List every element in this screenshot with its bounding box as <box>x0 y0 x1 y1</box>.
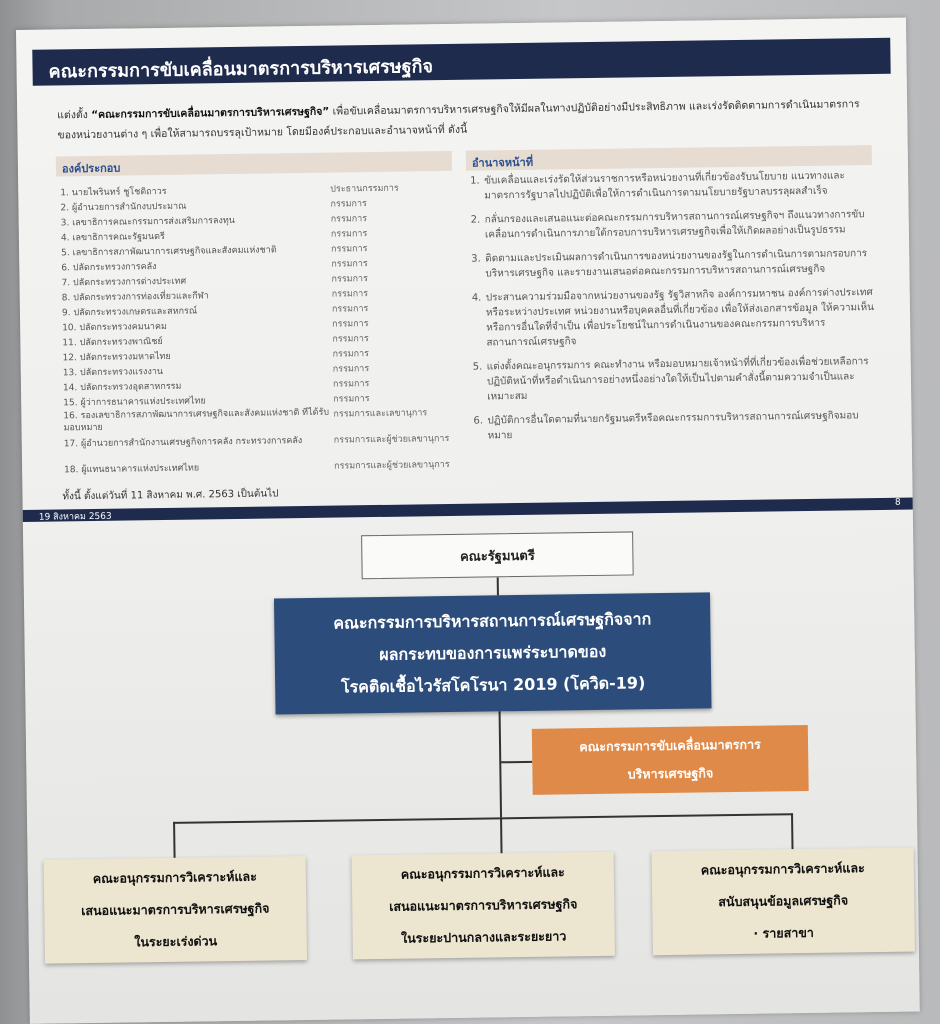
intro-prefix: แต่งตั้ง <box>57 108 92 122</box>
duty-item <box>472 285 877 351</box>
member-role: กรรมการ <box>332 364 370 375</box>
duty-number: 5. <box>472 361 483 373</box>
subcommittee-line: ในระยะปานกลางและระยะยาว <box>400 928 567 946</box>
member-role: กรรมการ <box>331 259 368 270</box>
duty-number: 2. <box>470 214 481 226</box>
footer-page-number: 8 <box>894 497 901 508</box>
page-title: คณะกรรมการขับเคลื่อนมาตรการบริหารเศรษฐกิจ <box>32 38 890 86</box>
member-number: 12. <box>62 353 77 364</box>
cabinet-box <box>361 531 634 579</box>
member-number: 1. <box>60 188 69 199</box>
member-number: 14. <box>62 383 78 394</box>
member-name: ปลัดกระทรวงพาณิชย์ <box>79 336 163 349</box>
connector-main-trunk <box>499 711 502 817</box>
connector-sub2 <box>500 817 503 853</box>
member-role: กรรมการ <box>331 274 368 285</box>
subcommittee-longterm-box <box>352 852 615 960</box>
intro-paragraph <box>57 94 877 145</box>
subcommittee-line: สนับสนุนข้อมูลเศรษฐกิจ <box>718 892 849 910</box>
member-name: ปลัดกระทรวงการท่องเที่ยวและกีฬา <box>73 291 209 304</box>
member-role: กรรมการ <box>330 229 368 240</box>
main-committee-box <box>274 592 712 714</box>
member-name: เลขาธิการคณะกรรมการส่งเสริมการลงทุน <box>72 215 236 229</box>
member-name: เลขาธิการคณะรัฐมนตรี <box>72 231 165 244</box>
driving-committee-line: คณะกรรมการขับเคลื่อนมาตรการ <box>579 736 761 755</box>
member-role: กรรมการ <box>331 289 369 300</box>
member-number: 17. <box>63 439 79 450</box>
composition-heading: องค์ประกอบ <box>56 151 452 177</box>
duty-text: ปฏิบัติการอื่นใดตามที่นายกรัฐมนตรีหรือคณะกรรมการบริหารสถานการณ์เศรษฐกิจมอบหมาย <box>487 410 859 442</box>
member-role: กรรมการ <box>333 394 370 405</box>
main-committee-line: คณะกรรมการบริหารสถานการณ์เศรษฐกิจจาก <box>333 609 652 633</box>
member-number: 2. <box>60 203 70 214</box>
subcommittee-line: ในระยะเร่งด่วน <box>134 933 218 950</box>
member-name: ผู้แทนธนาคารแห่งประเทศไทย <box>81 463 200 476</box>
connector-sub1 <box>173 822 176 858</box>
connector-horizontal <box>173 813 793 824</box>
duty-item <box>473 408 877 444</box>
duties-list <box>470 168 878 453</box>
connector-sub3 <box>791 813 794 849</box>
cabinet-label: คณะรัฐมนตรี <box>459 548 535 565</box>
member-name: ผู้อำนวยการสำนักงบประมาณ <box>71 201 187 214</box>
duty-item <box>471 246 875 282</box>
duty-item <box>473 354 878 405</box>
duty-number: 1. <box>470 175 480 187</box>
member-role: กรรมการและผู้ช่วยเลขานุการ <box>334 459 450 472</box>
subcommittee-line: คณะอนุกรรมการวิเคราะห์และ <box>400 864 565 882</box>
member-name: ปลัดกระทรวงมหาดไทย <box>79 351 171 364</box>
duty-item <box>471 207 875 243</box>
member-role: กรรมการ <box>330 199 367 210</box>
subcommittee-line: เสนอแนะมาตรการบริหารเศรษฐกิจ <box>389 896 578 914</box>
member-name: ปลัดกระทรวงอุตสาหกรรม <box>80 381 182 394</box>
member-role: กรรมการ <box>332 334 369 345</box>
duty-text: ขับเคลื่อนและเร่งรัดให้ส่วนราชการหรือหน่วยงานที่เกี่ยวข้องรับนโยบาย แนวทางและมาตรการรัฐบาลไปปฏิบัติเพื่อให้การดำเนินการตามนโยบายรัฐบาลบรรลุผลสำเร็จ <box>484 170 845 202</box>
member-number: 13. <box>62 368 78 379</box>
effective-date-text: ทั้งนี้ ตั้งแต่วันที่ 11 สิงหาคม พ.ศ. 2563 เป็นต้นไป <box>62 488 279 503</box>
member-number: 7. <box>61 278 71 289</box>
member-role: กรรมการ <box>332 379 370 390</box>
member-role: กรรมการ <box>330 214 368 225</box>
member-number: 8. <box>61 293 71 304</box>
member-name: ผู้ว่าการธนาคารแห่งประเทศไทย <box>80 396 206 409</box>
member-number: 3. <box>60 218 70 229</box>
member-role: กรรมการและเลขานุการ <box>333 408 428 420</box>
subcommittee-line: เสนอแนะมาตรการบริหารเศรษฐกิจ <box>81 900 270 919</box>
duty-number: 4. <box>471 292 482 304</box>
member-number: 18. <box>64 465 79 476</box>
member-name: รองเลขาธิการสภาพัฒนาการเศรษฐกิจและสังคมแห่งชาติ ที่ได้รับมอบหมาย <box>63 407 330 434</box>
member-name: นายไพรินทร์ ชูโชติถาวร <box>71 186 167 199</box>
member-number: 10. <box>62 323 77 334</box>
duty-text: แต่งตั้งคณะอนุกรรมการ คณะทำงาน หรือมอบหมายเจ้าหน้าที่ที่เกี่ยวข้องเพื่อช่วยเหลือการปฏิบัติหน้าที่หรือดำเนินการอย่างหนึ่งอย่างใดให้เป็นไปตามคำสั่งนี้ตามความจำเป็นและเหมาะสม <box>486 356 869 403</box>
member-number: 5. <box>61 248 70 259</box>
duties-heading: อำนาจหน้าที่ <box>466 145 872 171</box>
member-role: กรรมการ <box>332 319 369 330</box>
main-committee-line: โรคติดเชื้อไวรัสโคโรนา 2019 (โควิด-19) <box>340 673 646 697</box>
member-role: ประธานกรรมการ <box>330 183 399 195</box>
subcommittee-line: · รายสาขา <box>753 924 814 941</box>
duty-item <box>470 168 874 204</box>
subcommittee-urgent-box <box>44 856 307 964</box>
member-number: 16. <box>63 411 78 422</box>
duty-number: 6. <box>473 415 484 427</box>
member-number: 15. <box>63 398 78 409</box>
member-name: ปลัดกระทรวงคมนาคม <box>79 321 167 334</box>
footer-date: 19 สิงหาคม 2563 <box>38 511 112 523</box>
intro-committee-name: “คณะกรรมการขับเคลื่อนมาตรการบริหารเศรษฐกิจ” <box>91 105 330 121</box>
member-role: กรรมการ <box>332 349 370 360</box>
driving-committee-line: บริหารเศรษฐกิจ <box>627 765 714 782</box>
member-name: ปลัดกระทรวงแรงงาน <box>79 366 164 379</box>
subcommittee-line: คณะอนุกรรมการวิเคราะห์และ <box>700 860 865 878</box>
member-name: ปลัดกระทรวงการต่างประเทศ <box>72 276 187 289</box>
subcommittee-data-box <box>652 848 915 956</box>
connector-cabinet-main <box>497 577 499 595</box>
intro-suffix: เพื่อขับเคลื่อนมาตรการบริหารเศรษฐกิจให้มีผลในทางปฏิบัติอย่างมีประสิทธิภาพ และเร่งรัดติดตามการดำเนินมาตรการของหน่วยงานต่าง ๆ เพื่อให้สามารถบรรลุเป้าหมาย โดยมีองค์ประกอบและอำนาจหน้าที่ ดังนี้ <box>57 98 860 142</box>
subcommittee-line: คณะอนุกรรมการวิเคราะห์และ <box>92 868 257 887</box>
document-page <box>16 18 920 1024</box>
member-role: กรรมการ <box>331 244 368 255</box>
duty-text: กลั่นกรองและเสนอแนะต่อคณะกรรมการบริหารสถานการณ์เศรษฐกิจฯ ถึงแนวทางการขับเคลื่อนการดำเนินการภายใต้กรอบการบริหารเศรษฐกิจเพื่อให้เกิดผลอย่างเป็นรูปธรรม <box>484 209 865 241</box>
member-name: ปลัดกระทรวงเกษตรและสหกรณ์ <box>73 306 198 319</box>
member-number: 6. <box>61 263 70 274</box>
member-role: กรรมการ <box>331 304 369 315</box>
member-list <box>60 180 468 478</box>
main-committee-line: ผลกระทบของการแพร่ระบาดของ <box>379 641 607 664</box>
duty-number: 3. <box>471 253 481 265</box>
duty-text: ติดตามและประเมินผลการดำเนินการของหน่วยงานของรัฐในการดำเนินการตามกรอบการบริหารเศรษฐกิจ และรายงานเสนอต่อคณะกรรมการบริหารสถานการณ์เศรษฐกิจ <box>485 248 868 280</box>
member-name: เลขาธิการสภาพัฒนาการเศรษฐกิจและสังคมแห่งชาติ <box>72 245 277 259</box>
member-name: ผู้อำนวยการสำนักงานเศรษฐกิจการคลัง กระทรวงการคลัง <box>80 436 303 450</box>
member-number: 4. <box>60 233 70 244</box>
member-role: กรรมการและผู้ช่วยเลขานุการ <box>333 433 450 446</box>
driving-committee-box <box>532 725 809 795</box>
member-name: ปลัดกระทรวงการคลัง <box>72 262 157 274</box>
member-number: 11. <box>62 338 77 349</box>
connector-driving <box>500 761 532 763</box>
member-number: 9. <box>61 308 71 319</box>
duty-text: ประสานความร่วมมือจากหน่วยงานของรัฐ รัฐวิสาหกิจ องค์การมหาชน องค์การต่างประเทศหรือระหว่างประเทศ หน่วยงานหรือบุคคลอื่นที่เกี่ยวข้อง เพื่อให้ส่งเอกสารข้อมูล ให้ความเห็น หรือการอื่นใดที่จำเป็น เพื่อประโยชน์ในการดำเนินงานของคณะกรรมการบริหารสถานการณ์เศรษฐกิจ <box>485 287 875 349</box>
